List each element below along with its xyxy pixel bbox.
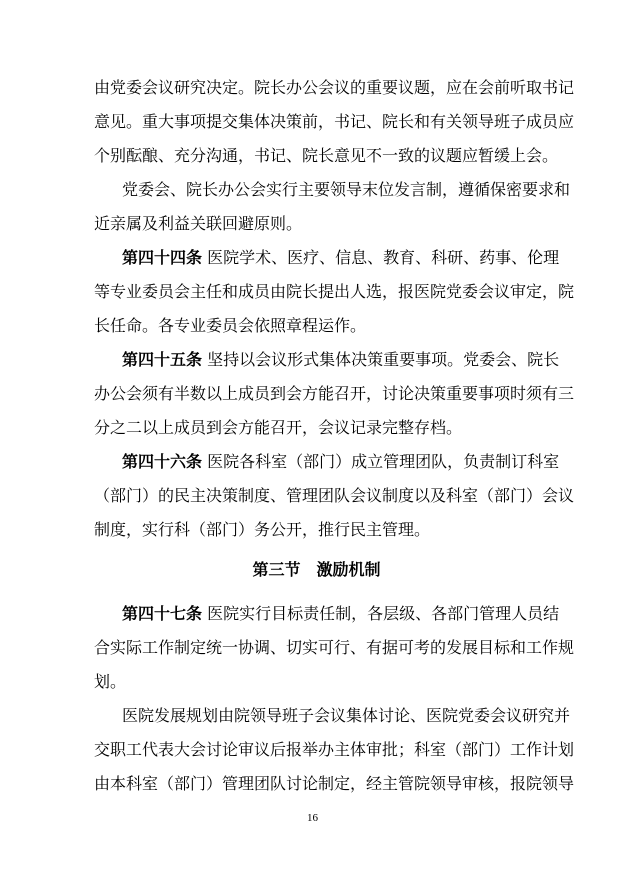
article-text: 坚持以会议形式集体决策重要事项。党委会、院长 [207, 350, 560, 369]
section-heading: 第三节 激励机制 [252, 560, 381, 579]
text-line: 党委会、院长办公会实行主要领导末位发言制，遵循保密要求和 [122, 180, 571, 199]
text-line: 医院发展规划由院领导班子会议集体讨论、医院党委会议研究并 [122, 706, 571, 725]
article-46 [122, 446, 560, 478]
article-label: 第四十四条 [122, 248, 203, 267]
text-line: 等专业委员会主任和成员由院长提出人选，报医院党委会议审定，院 [94, 282, 575, 301]
text-line: 制度，实行科（部门）务公开，推行民主管理。 [94, 520, 431, 539]
page-number: 16 [307, 812, 318, 824]
article-text: 医院实行目标责任制，各层级、各部门管理人员结 [207, 604, 560, 623]
text-line: 由党委会议研究决定。院长办公会议的重要议题，应在会前听取书记 [94, 78, 575, 97]
text-line: 近亲属及利益关联回避原则。 [94, 214, 303, 233]
text-line: 意见。重大事项提交集体决策前，书记、院长和有关领导班子成员应 [94, 112, 575, 131]
article-text: 医院学术、医疗、信息、教育、科研、药事、伦理 [207, 248, 560, 267]
text-line: 合实际工作制定统一协调、切实可行、有据可考的发展目标和工作规 [94, 638, 575, 657]
article-label: 第四十六条 [122, 452, 203, 471]
article-label: 第四十五条 [122, 350, 203, 369]
article-label: 第四十七条 [122, 604, 203, 623]
text-line: 分之二以上成员到会方能召开，会议记录完整存档。 [94, 418, 463, 437]
text-line: 划。 [94, 672, 127, 691]
article-text: 医院各科室（部门）成立管理团队，负责制订科室 [207, 452, 560, 471]
text-line: 个别酝酿、充分沟通，书记、院长意见不一致的议题应暂缓上会。 [94, 146, 559, 165]
article-47 [122, 598, 560, 630]
text-line: 长任命。各专业委员会依照章程运作。 [94, 316, 367, 335]
article-45 [122, 344, 560, 376]
text-line: （部门）的民主决策制度、管理团队会议制度以及科室（部门）会议 [94, 486, 575, 505]
text-line: 由本科室（部门）管理团队讨论制定，经主管院领导审核，报院领导 [94, 774, 575, 793]
text-line: 交职工代表大会讨论审议后报举办主体审批；科室（部门）工作计划 [94, 740, 575, 759]
text-line: 办公会须有半数以上成员到会方能召开，讨论决策重要事项时须有三 [94, 384, 575, 403]
article-44 [122, 242, 560, 274]
